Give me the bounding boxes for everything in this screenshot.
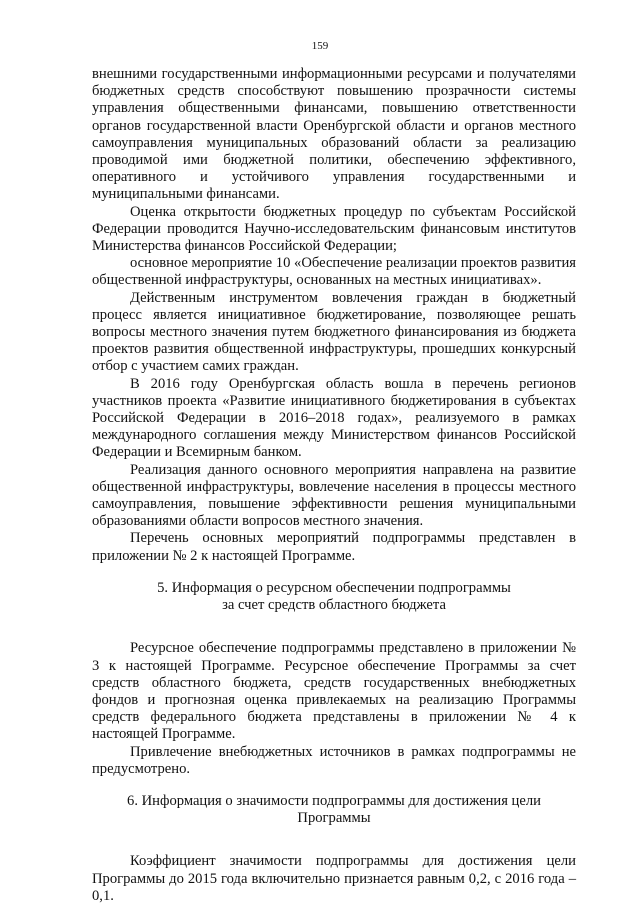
paragraph: Привлечение внебюджетных источников в рамках подпрограммы не предусмотрено. xyxy=(92,743,576,777)
section-heading-line: Программы xyxy=(297,810,371,827)
section-heading-line: 5. Информация о ресурсном обеспечении подпрограммы xyxy=(157,579,511,596)
paragraph: Коэффициент значимости подпрограммы для достижения цели Программы до 2015 года включительно признается равным 0,2, с 2016 года – 0,1. xyxy=(92,853,576,904)
paragraph: Оценка открытости бюджетных процедур по субъектам Российской Федерации проводится Научно-исследовательским финансовым институтов Министерства финансов Российской Федерации; xyxy=(92,203,576,255)
paragraph: основное мероприятие 10 «Обеспечение реализации проектов развития общественной инфраструктуры, основанных на местных инициативах». xyxy=(92,255,577,289)
section-heading-5 xyxy=(92,580,576,614)
paragraph: В 2016 году Оренбургская область вошла в перечень регионов участников проекта «Развитие инициативного бюджетирования в субъектах Российской Федерации в 2016–2018 годах», реализуемого в рамках международного соглашения между Министерством финансов Российской Федерации и Всемирным банком. xyxy=(92,375,576,461)
paragraph: Реализация данного основного мероприятия направлена на развитие общественной инфраструктуры, вовлечение населения в процессы местного самоуправления, повышение эффективности решения муниципальными образованиями области вопросов местного значения. xyxy=(92,461,576,530)
paragraph: Действенным инструментом вовлечения граждан в бюджетный процесс является инициативное бюджетирование, позволяющее решать вопросы местного значения путем бюджетного финансирования из бюджета проектов развития общественной инфраструктуры, прошедших конкурсный отбор с участием самих граждан. xyxy=(92,289,576,375)
paragraph: Ресурсное обеспечение подпрограммы представлено в приложении № 3 к настоящей Программе. Ресурсное обеспечение Программы за счет средств областного бюджета, средств государственных внебюджетных фондов и прогнозная оценка привлекаемых на реализацию Программы средств федерального бюджета представлены в приложении № 4 к настоящей Программе. xyxy=(92,640,576,743)
section-heading-line: за счет средств областного бюджета xyxy=(222,597,446,614)
paragraph: Перечень основных мероприятий подпрограммы представлен в приложении № 2 к настоящей Программе. xyxy=(92,530,576,564)
document-body xyxy=(92,66,576,905)
page-number: 159 xyxy=(311,40,329,52)
section-heading-line: 6. Информация о значимости подпрограммы для достижения цели xyxy=(127,792,541,809)
section-heading-6 xyxy=(92,793,576,827)
paragraph: внешними государственными информационными ресурсами и получателями бюджетных средств способствуют повышению прозрачности системы управления общественными финансами, повышению ответственности органов государственной власти Оренбургской области и органов местного самоуправления муниципальных образований области за реализацию проводимой ими бюджетной политики, обеспечению эффективного, оперативного и устойчивого управления государственными и муниципальными финансами. xyxy=(92,66,576,203)
